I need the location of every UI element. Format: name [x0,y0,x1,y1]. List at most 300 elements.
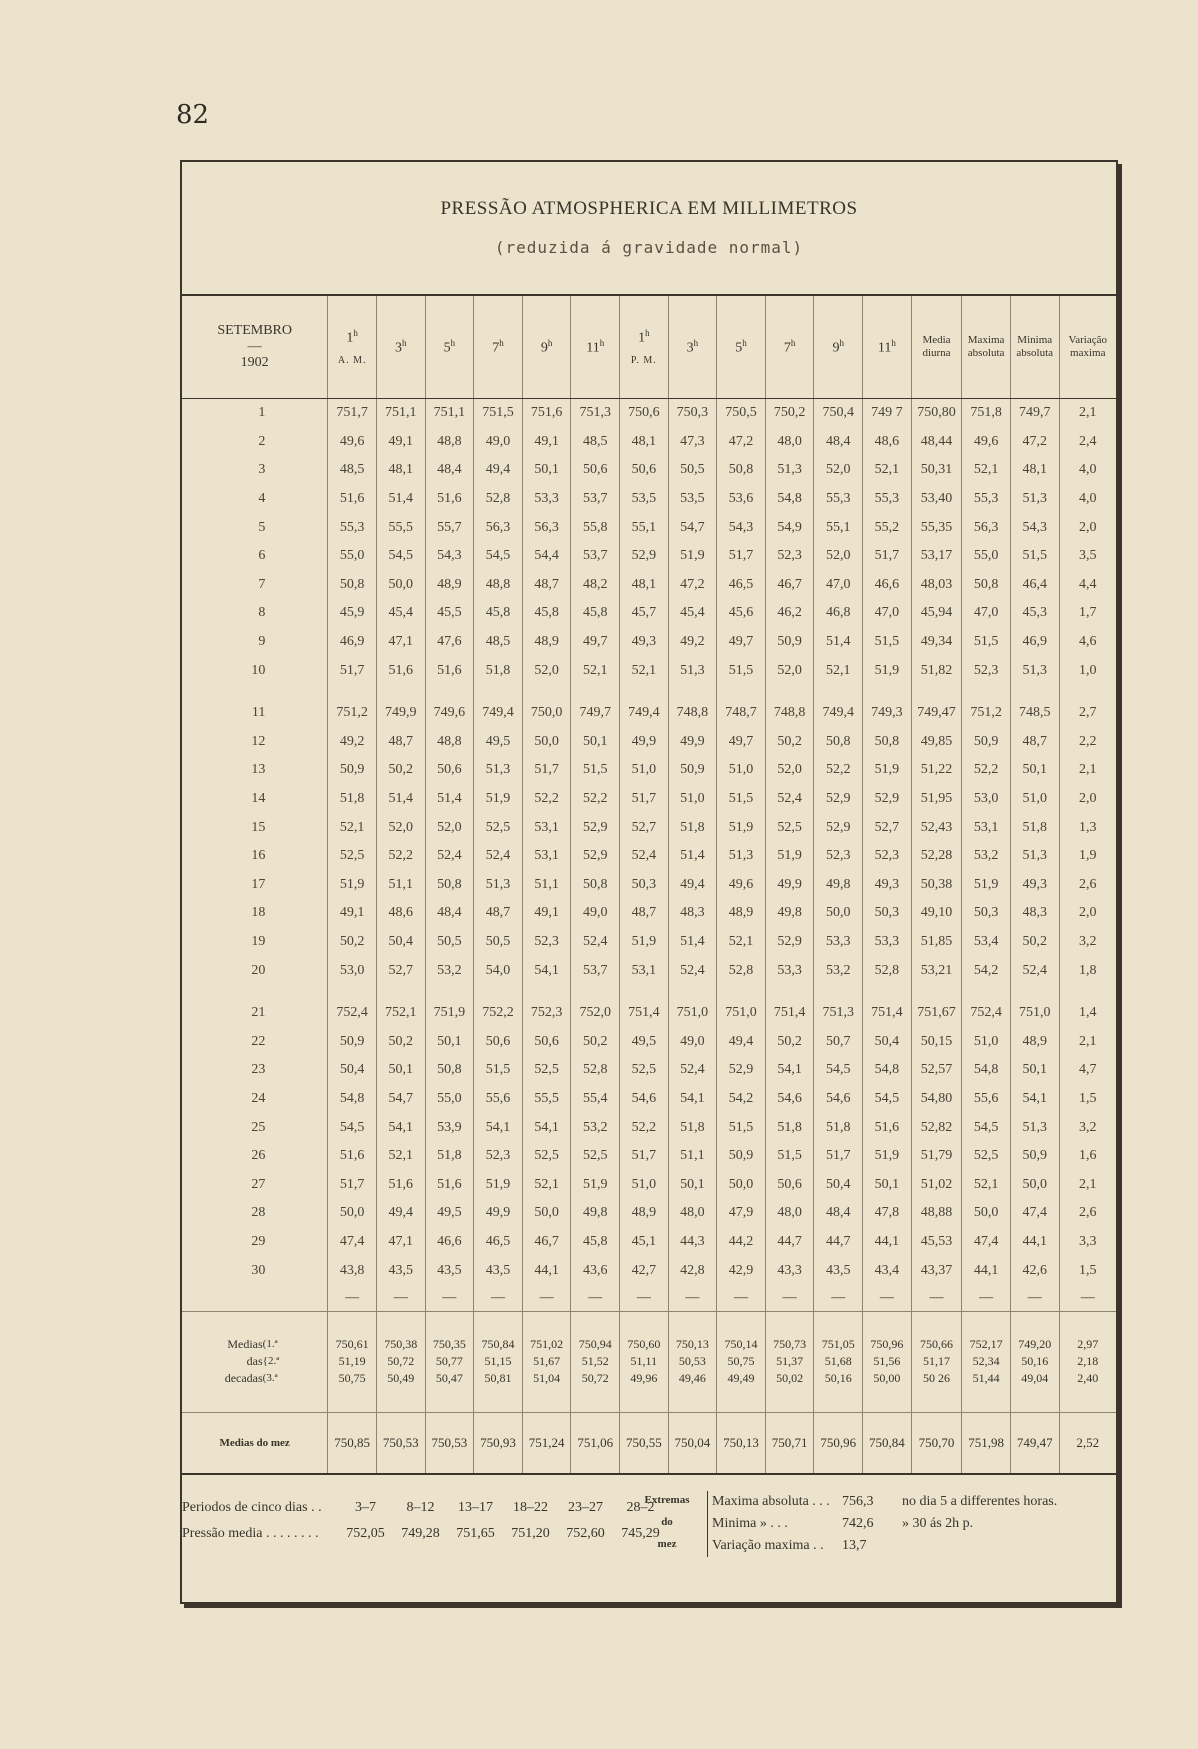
hour-value-cell: 51,8 [668,1113,717,1142]
month-mean-cell: 751,06 [571,1412,620,1474]
table-row [182,456,1116,485]
table-row [182,399,1116,428]
hour-suffix: h [599,337,605,348]
hour-value-cell: 54,6 [620,1085,669,1114]
hour-value-cell: 51,5 [863,628,912,657]
hour-value-cell: 54,8 [328,1085,377,1114]
day-cell: 6 [258,548,266,564]
hour-value-cell: 54,8 [863,1056,912,1085]
minima-cell: 51,3 [1010,656,1059,685]
variacao-cell: 1,7 [1059,599,1116,628]
year-label: 1902 [240,355,269,370]
decades-row [182,1311,1116,1412]
hour-value-cell: 751,5 [474,399,523,428]
hour-value-cell: 49,4 [717,1027,766,1056]
hour-value-cell: 49,4 [668,871,717,900]
hour-value-cell: 750,4 [814,399,863,428]
month-mean-cell: 751,24 [522,1412,571,1474]
month-means-label: Medias do mez [182,1412,328,1474]
hour-value-cell: 43,5 [376,1256,425,1285]
hour-value-cell: 52,2 [620,1113,669,1142]
minima-cell: 50,9 [1010,1142,1059,1171]
hour-value-cell: 52,5 [328,842,377,871]
hour-value-cell: 52,5 [522,1142,571,1171]
maxima-cell: 50,8 [962,571,1011,600]
media-cell: 51,02 [911,1170,962,1199]
dash-cell: — [814,1285,863,1312]
hour-value-cell: 49,7 [717,628,766,657]
table-row [182,928,1116,957]
hour-value-cell: 48,7 [620,899,669,928]
hour-header [620,296,669,399]
hour-value-cell: 52,3 [814,842,863,871]
hour-value-cell: 51,6 [425,656,474,685]
hour-label: 5 [443,340,451,356]
hour-value-cell: 56,3 [474,513,523,542]
hour-value-cell: 47,3 [668,428,717,457]
decade-ordinal: (1.ª [262,1338,278,1351]
minima-cell: 51,8 [1010,813,1059,842]
hour-value-cell: 50,6 [765,1170,814,1199]
hour-value-cell: 52,7 [863,813,912,842]
variacao-cell: 2,0 [1059,785,1116,814]
extreme-note: no dia 5 a differentes horas. [902,1493,1058,1509]
hour-value-cell: 51,9 [863,756,912,785]
decade-means-cell [911,1311,962,1412]
hour-header [425,296,474,399]
decade-means-cell [1010,1311,1059,1412]
hour-value-cell: 51,4 [814,628,863,657]
hour-value-cell: 750,2 [765,399,814,428]
variacao-cell: 2,6 [1059,1199,1116,1228]
hour-value-cell: 54,5 [376,542,425,571]
hour-value-cell: 52,0 [765,656,814,685]
pressure-value: 752,60 [566,1525,605,1541]
hour-value-cell: 54,3 [425,542,474,571]
hour-value-cell: 51,8 [328,785,377,814]
hour-value-cell: 49,4 [376,1199,425,1228]
decade-mean-value: 50 26 [922,1371,950,1386]
hour-value-cell: 50,2 [376,756,425,785]
hour-value-cell: 51,3 [765,456,814,485]
hour-suffix: h [839,337,844,348]
hour-value-cell: 46,9 [328,628,377,657]
hour-value-cell: 50,2 [765,728,814,757]
hour-value-cell: 51,4 [668,928,717,957]
media-cell: 52,82 [911,1113,962,1142]
hour-value-cell: 50,0 [376,571,425,600]
decade-mean-value: 50,81 [484,1371,512,1386]
extremes-label-line: do [661,1515,673,1528]
hour-value-cell: 55,6 [474,1085,523,1114]
decades-label-line: Medias [227,1337,263,1352]
hour-value-cell: 48,6 [863,428,912,457]
hour-value-cell: 49,5 [620,1027,669,1056]
day-cell: 14 [251,791,266,807]
decade-mean-value: 750,94 [578,1337,612,1352]
hour-value-cell: 47,0 [814,571,863,600]
hour-value-cell: 53,1 [522,842,571,871]
hour-value-cell: 49,8 [814,871,863,900]
hour-value-cell: 55,3 [328,513,377,542]
day-cell: 30 [251,1262,266,1278]
decade-mean-value: 50,72 [581,1371,609,1386]
extremes-label [632,1489,702,1555]
hour-value-cell: 52,8 [474,485,523,514]
hour-value-cell: 48,9 [522,628,571,657]
hour-value-cell: 54,1 [522,1113,571,1142]
hour-label: 9 [832,340,840,356]
hour-value-cell: 749,4 [474,685,523,728]
hour-value-cell: 752,4 [328,985,377,1028]
hour-value-cell: 48,9 [717,899,766,928]
hour-value-cell: 50,9 [328,1027,377,1056]
hour-value-cell: 53,2 [571,1113,620,1142]
minima-cell: 48,7 [1010,728,1059,757]
maxima-header [962,296,1011,399]
hour-value-cell: 54,5 [474,542,523,571]
hour-value-cell: 43,6 [571,1256,620,1285]
minima-cell: 44,1 [1010,1228,1059,1257]
hour-label: 3 [395,340,403,356]
hour-value-cell: 49,3 [620,628,669,657]
variacao-cell: 1,4 [1059,985,1116,1028]
hour-value-cell: 49,1 [522,428,571,457]
hour-value-cell: 45,7 [620,599,669,628]
day-cell: 5 [258,519,266,535]
hour-value-cell: 53,1 [522,813,571,842]
hour-value-cell: 52,5 [620,1056,669,1085]
hour-value-cell: 42,8 [668,1256,717,1285]
media-cell: 53,17 [911,542,962,571]
extreme-key: Variação maxima . . [712,1537,824,1553]
minima-cell: 48,1 [1010,456,1059,485]
hour-value-cell: 51,5 [571,756,620,785]
minima-cell: 54,3 [1010,513,1059,542]
minima-header-line: absoluta [1016,347,1054,359]
hour-value-cell: 50,2 [571,1027,620,1056]
hour-value-cell: 749,4 [620,685,669,728]
hour-value-cell: 54,5 [863,1085,912,1114]
month-mean-cell: 750,71 [765,1412,814,1474]
decade-means-cell [863,1311,912,1412]
day-cell: 27 [251,1176,266,1192]
hour-value-cell: 51,0 [717,756,766,785]
day-cell: 8 [258,605,266,621]
hour-header [376,296,425,399]
media-cell: 49,10 [911,899,962,928]
hour-value-cell: 49,7 [717,728,766,757]
hour-value-cell: 43,3 [765,1256,814,1285]
hour-value-cell: 49,6 [328,428,377,457]
hour-value-cell: 52,4 [620,842,669,871]
day-cell: 24 [251,1090,266,1106]
variacao-cell: 4,6 [1059,628,1116,657]
hour-value-cell: 51,9 [765,842,814,871]
hour-header [328,296,377,399]
hour-value-cell: 49,4 [474,456,523,485]
periods-block [182,1495,668,1547]
hour-value-cell: 50,0 [328,1199,377,1228]
decade-mean-value: 51,11 [630,1354,658,1369]
hour-value-cell: 48,1 [620,571,669,600]
table-row [182,513,1116,542]
hour-value-cell: 751,3 [571,399,620,428]
hour-value-cell: 51,7 [814,1142,863,1171]
decade-mean-value: 50,16 [824,1371,852,1386]
variacao-cell: 3,5 [1059,542,1116,571]
dash-cell: — [620,1285,669,1312]
hour-value-cell: 46,7 [765,571,814,600]
hour-value-cell: 748,7 [717,685,766,728]
hour-value-cell: 50,6 [620,456,669,485]
hour-value-cell: 52,9 [571,842,620,871]
decade-mean-value: 50,16 [1021,1354,1049,1369]
hour-value-cell: 51,6 [863,1113,912,1142]
decade-mean-value: 52,34 [972,1354,1000,1369]
hour-value-cell: 51,6 [328,485,377,514]
minima-cell: 51,0 [1010,785,1059,814]
hour-value-cell: 52,2 [376,842,425,871]
hour-value-cell: 49,2 [328,728,377,757]
minima-cell: 46,9 [1010,628,1059,657]
hour-value-cell: 750,0 [522,685,571,728]
hour-value-cell: 54,1 [474,1113,523,1142]
extremes-values [707,1491,1057,1557]
dash-spacer [182,1285,328,1312]
period-value: 13–17 [458,1499,493,1515]
hour-value-cell: 50,9 [668,756,717,785]
hour-value-cell: 52,0 [814,456,863,485]
dash-cell: — [668,1285,717,1312]
hour-value-cell: 55,5 [376,513,425,542]
maxima-cell: 47,4 [962,1228,1011,1257]
hour-value-cell: 751,4 [863,985,912,1028]
maxima-cell: 54,5 [962,1113,1011,1142]
month-mean-cell: 750,53 [425,1412,474,1474]
minima-cell: 51,3 [1010,1113,1059,1142]
minima-cell: 749,7 [1010,399,1059,428]
hour-value-cell: 52,7 [620,813,669,842]
hour-value-cell: 751,0 [717,985,766,1028]
hour-value-cell: 752,3 [522,985,571,1028]
decade-mean-value: 750,84 [481,1337,515,1352]
minima-cell: 42,6 [1010,1256,1059,1285]
hour-value-cell: 53,1 [620,956,669,985]
hour-value-cell: 48,5 [474,628,523,657]
hour-label: 9 [540,340,548,356]
hour-value-cell: 45,9 [328,599,377,628]
hour-value-cell: 50,5 [668,456,717,485]
hour-value-cell: 48,0 [765,428,814,457]
maxima-cell: 53,1 [962,813,1011,842]
hour-value-cell: 44,1 [863,1228,912,1257]
hour-value-cell: 48,4 [814,1199,863,1228]
hour-value-cell: 50,8 [328,571,377,600]
hour-value-cell: 749 7 [863,399,912,428]
hour-value-cell: 45,8 [474,599,523,628]
dash-cell: — [1059,1285,1116,1312]
decade-means-cell [571,1311,620,1412]
period-value: 8–12 [406,1499,435,1515]
hour-value-cell: 54,1 [376,1113,425,1142]
hour-value-cell: 54,5 [328,1113,377,1142]
decades-label [182,1311,328,1412]
minima-cell: 51,3 [1010,485,1059,514]
hour-value-cell: 51,3 [717,842,766,871]
variacao-cell: 2,4 [1059,428,1116,457]
hour-value-cell: 51,7 [620,1142,669,1171]
maxima-cell: 751,8 [962,399,1011,428]
period-value: 18–22 [513,1499,548,1515]
dash-cell: — [376,1285,425,1312]
hour-value-cell: 45,4 [668,599,717,628]
hour-value-cell: 49,1 [376,428,425,457]
hour-label: 11 [877,340,892,356]
day-cell: 1 [258,405,266,421]
hour-value-cell: 51,9 [668,542,717,571]
table-row [182,1256,1116,1285]
hour-suffix: h [547,337,553,348]
month-mean-cell: 749,47 [1010,1412,1059,1474]
maxima-cell: 51,5 [962,628,1011,657]
hour-value-cell: 50,4 [863,1027,912,1056]
hour-value-cell: 51,4 [425,785,474,814]
decade-means-cell [765,1311,814,1412]
hour-value-cell: 52,0 [425,813,474,842]
decades-label-text [225,1336,263,1387]
table-row [182,756,1116,785]
hour-value-cell: 55,1 [620,513,669,542]
hour-value-cell: 51,8 [474,656,523,685]
hour-suffix: h [402,337,407,348]
media-cell: 51,95 [911,785,962,814]
hour-value-cell: 52,7 [376,956,425,985]
hour-label: 7 [492,340,500,356]
dash-cell: — [911,1285,962,1312]
decade-ordinal: (3.ª [262,1372,278,1385]
hour-value-cell: 51,5 [717,1113,766,1142]
hour-value-cell: 51,7 [328,656,377,685]
table-row [182,542,1116,571]
hour-value-cell: 53,2 [425,956,474,985]
hour-value-cell: 50,8 [425,871,474,900]
table-row [182,842,1116,871]
hour-value-cell: 52,5 [474,813,523,842]
hour-value-cell: 53,6 [717,485,766,514]
media-cell: 45,94 [911,599,962,628]
variacao-header [1059,296,1116,399]
decade-mean-value: 750,60 [627,1337,661,1352]
table-row [182,956,1116,985]
hour-value-cell: 42,7 [620,1256,669,1285]
hour-suffix: h [499,337,504,348]
hour-value-cell: 55,4 [571,1085,620,1114]
decade-mean-value: 50,02 [776,1371,804,1386]
month-header [182,296,328,399]
decade-mean-value: 49,49 [727,1371,755,1386]
media-cell: 52,43 [911,813,962,842]
hour-value-cell: 52,5 [765,813,814,842]
hour-value-cell: 50,8 [571,871,620,900]
pm-label: P. M. [630,354,657,366]
month-mean-cell: 750,53 [376,1412,425,1474]
hour-value-cell: 752,2 [474,985,523,1028]
hour-value-cell: 48,6 [376,899,425,928]
table-row [182,1142,1116,1171]
hour-value-cell: 751,3 [814,985,863,1028]
hour-value-cell: 50,1 [863,1170,912,1199]
hour-value-cell: 45,5 [425,599,474,628]
decade-means-cell [1059,1311,1116,1412]
table-row [182,1085,1116,1114]
hour-suffix: h [450,337,456,348]
hour-value-cell: 50,0 [717,1170,766,1199]
month-means-row [182,1412,1116,1474]
variacao-cell: 2,0 [1059,513,1116,542]
hour-value-cell: 45,8 [571,599,620,628]
minima-cell: 50,1 [1010,756,1059,785]
periods-row [182,1495,668,1521]
minima-cell: 47,4 [1010,1199,1059,1228]
decade-mean-value: 49,46 [678,1371,706,1386]
day-cell: 17 [251,876,266,892]
decades-label-line: das [246,1354,263,1369]
hour-value-cell: 54,7 [668,513,717,542]
hour-value-cell: 751,6 [522,399,571,428]
decade-mean-value: 51,37 [776,1354,804,1369]
dash-cell: — [962,1285,1011,1312]
media-header-line: diurna [922,347,951,359]
day-cell: 22 [251,1033,266,1049]
hour-value-cell: 52,9 [814,813,863,842]
day-cell: 13 [251,762,266,778]
hour-value-cell: 50,3 [863,899,912,928]
month-mean-cell: 750,84 [863,1412,912,1474]
decade-mean-value: 750,96 [870,1337,904,1352]
hour-value-cell: 749,9 [376,685,425,728]
hour-value-cell: 46,6 [863,571,912,600]
minima-cell: 47,2 [1010,428,1059,457]
hour-header [814,296,863,399]
hour-value-cell: 45,8 [522,599,571,628]
variacao-cell: 3,2 [1059,928,1116,957]
period-value: 23–27 [568,1499,603,1515]
period-value: 3–7 [355,1499,376,1515]
table-subtitle: (reduzida á gravidade normal) [494,238,804,257]
hour-value-cell: 52,2 [522,785,571,814]
hour-value-cell: 52,3 [522,928,571,957]
hour-value-cell: 52,0 [814,542,863,571]
hour-value-cell: 48,8 [425,428,474,457]
hour-value-cell: 50,1 [571,728,620,757]
month-mean-cell: 750,93 [474,1412,523,1474]
hour-value-cell: 749,4 [814,685,863,728]
hour-value-cell: 52,1 [328,813,377,842]
hour-value-cell: 52,1 [376,1142,425,1171]
hour-value-cell: 49,5 [425,1199,474,1228]
maxima-cell: 53,2 [962,842,1011,871]
hour-value-cell: 751,0 [668,985,717,1028]
decade-means-cell [962,1311,1011,1412]
hour-value-cell: 51,9 [474,785,523,814]
decade-mean-value: 751,05 [821,1337,855,1352]
maxima-cell: 52,3 [962,656,1011,685]
hour-value-cell: 750,3 [668,399,717,428]
media-cell: 48,03 [911,571,962,600]
hour-value-cell: 52,9 [620,542,669,571]
decade-mean-value: 51,67 [533,1354,561,1369]
